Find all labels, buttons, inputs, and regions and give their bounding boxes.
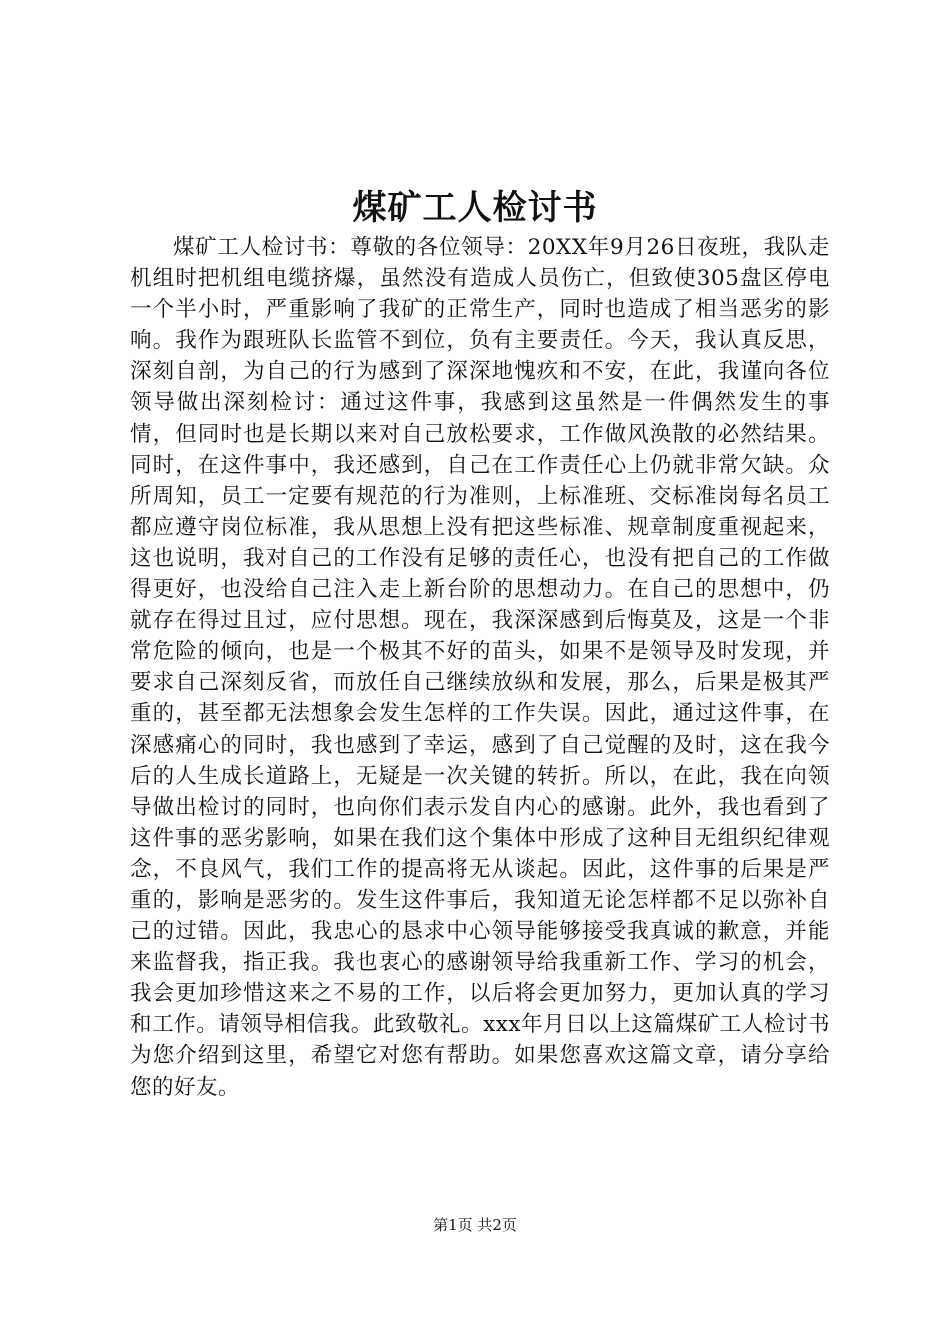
document-body-paragraph: 煤矿工人检讨书：尊敬的各位领导：20XX年9月26日夜班，我队走机组时把机组电缆挤爆，虽然没有造成人员伤亡，但致使305盘区停电一个半小时，严重影响了我矿的正常生产，同时也造成了相当恶劣的影响。我作为跟班队长监管不到位，负有主要责任。今天，我认真反思，深刻自剖，为自己的行为感到了深深地愧疚和不安，在此，我谨向各位领导做出深刻检讨：通过这件事，我感到这虽然是一件偶然发生的事情，但同时也是长期以来对自己放松要求，工作做风涣散的必然结果。同时，在这件事中，我还感到，自己在工作责任心上仍就非常欠缺。众所周知，员工一定要有规范的行为准则，上标准班、交标准岗每名员工都应遵守岗位标准，我从思想上没有把这些标准、规章制度重视起来，这也说明，我对自己的工作没有足够的责任心，也没有把自己的工作做得更好，也没给自己注入走上新台阶的思想动力。在自己的思想中，仍就存在得过且过，应付思想。现在，我深深感到后悔莫及，这是一个非常危险的倾向，也是一个极其不好的苗头，如果不是领导及时发现，并要求自己深刻反省，而放任自己继续放纵和发展，那么，后果是极其严重的，甚至都无法想象会发生怎样的工作失误。因此，通过这件事，在深感痛心的同时，我也感到了幸运，感到了自己觉醒的及时，这在我今后的人生成长道路上，无疑是一次关键的转折。所以，在此，我在向领导做出检讨的同时，也向你们表示发自内心的感谢。此外，我也看到了这件事的恶劣影响，如果在我们这个集体中形成了这种目无组织纪律观念，不良风气，我们工作的提高将无从谈起。因此，这件事的后果是严重的，影响是恶劣的。发生这件事后，我知道无论怎样都不足以弥补自己的过错。因此，我忠心的恳求中心领导能够接受我真诚的歉意，并能来监督我，指正我。我也衷心的感谢领导给我重新工作、学习的机会，我会更加珍惜这来之不易的工作，以后将会更加努力，更加认真的学习和工作。请领导相信我。此致敬礼。xxx年月日以上这篇煤矿工人检讨书为您介绍到这里，希望它对您有帮助。如果您喜欢这篇文章，请分享给您的好友。 bbox=[130, 235, 830, 1100]
document-title: 煤矿工人检讨书 bbox=[352, 188, 598, 228]
page-number-footer: 第1页 共2页 bbox=[433, 1216, 517, 1234]
